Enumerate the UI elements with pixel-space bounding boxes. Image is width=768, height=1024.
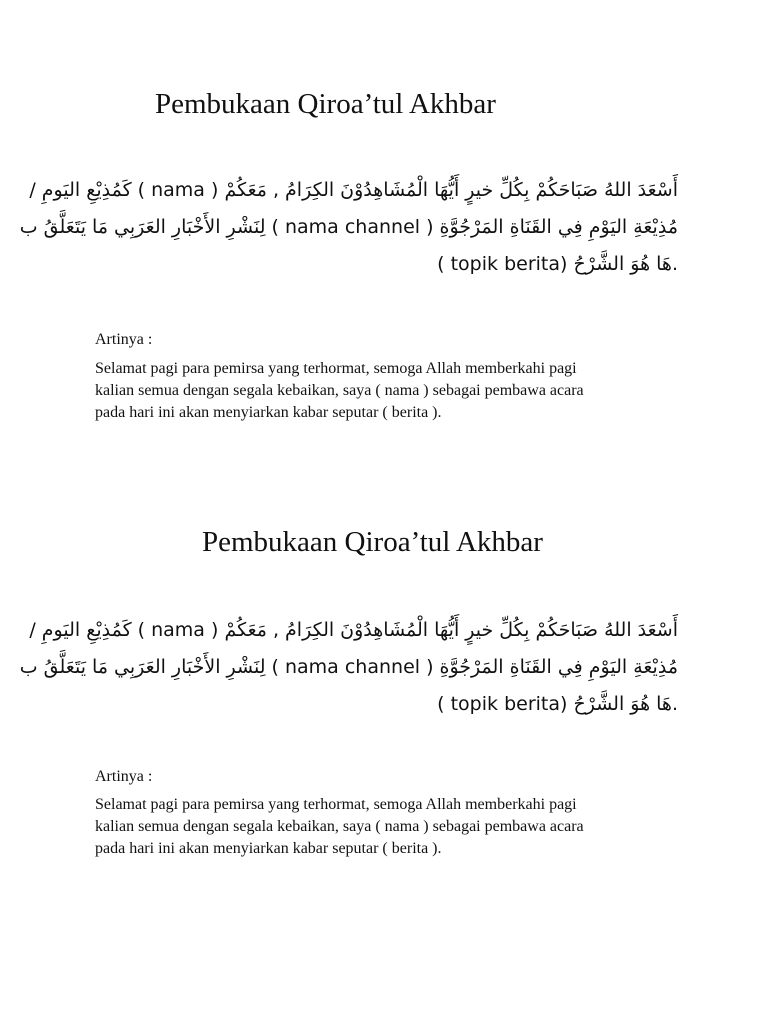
section-title: Pembukaan Qiroa’tul Akhbar (155, 88, 496, 120)
translation-line-2: kalian semua dengan segala kebaikan, saya ( nama ) sebagai pembawa acara (95, 818, 584, 835)
arabic-line-1: أَسْعَدَ اللهُ صَبَاحَكُمْ بِكُلِّ خيرٍ أَيُّهَا الْمُشَاهِدُوْنَ الكِرَامُ , مَعَكُمْ ( nama ) كَمُذِيْعِ اليَومِ / (29, 179, 678, 201)
section-title: Pembukaan Qiroa’tul Akhbar (202, 526, 543, 558)
arabic-line-2: مُذِيْعَةِ اليَوْمِ فِي القَنَاةِ المَرْجُوَّةِ ( nama channel ) لِنَشْرِ الأَخْبَارِ العَرَبِي مَا يَتَعَلَّقُ ب (19, 216, 678, 238)
translation-line-1: Selamat pagi para pemirsa yang terhormat, semoga Allah memberkahi pagi (95, 796, 577, 813)
translation-line-3: pada hari ini akan menyiarkan kabar seputar ( berita ). (95, 404, 442, 421)
artinya-label: Artinya : (95, 331, 153, 348)
artinya-label: Artinya : (95, 768, 153, 785)
translation-line-2: kalian semua dengan segala kebaikan, saya ( nama ) sebagai pembawa acara (95, 382, 584, 399)
arabic-opening-text (19, 172, 678, 283)
translation-line-3: pada hari ini akan menyiarkan kabar seputar ( berita ). (95, 840, 442, 857)
arabic-line-3: ( topik berita) هَا هُوَ الشَّرْحُ. (437, 253, 678, 275)
arabic-opening-text (19, 612, 678, 723)
translation-paragraph (95, 794, 670, 860)
arabic-line-1: أَسْعَدَ اللهُ صَبَاحَكُمْ بِكُلِّ خيرٍ أَيُّهَا الْمُشَاهِدُوْنَ الكِرَامُ , مَعَكُمْ ( nama ) كَمُذِيْعِ اليَومِ / (29, 619, 678, 641)
translation-line-1: Selamat pagi para pemirsa yang terhormat, semoga Allah memberkahi pagi (95, 360, 577, 377)
arabic-line-2: مُذِيْعَةِ اليَوْمِ فِي القَنَاةِ المَرْجُوَّةِ ( nama channel ) لِنَشْرِ الأَخْبَارِ العَرَبِي مَا يَتَعَلَّقُ ب (19, 656, 678, 678)
arabic-line-3: ( topik berita) هَا هُوَ الشَّرْحُ. (437, 693, 678, 715)
translation-paragraph (95, 358, 670, 424)
